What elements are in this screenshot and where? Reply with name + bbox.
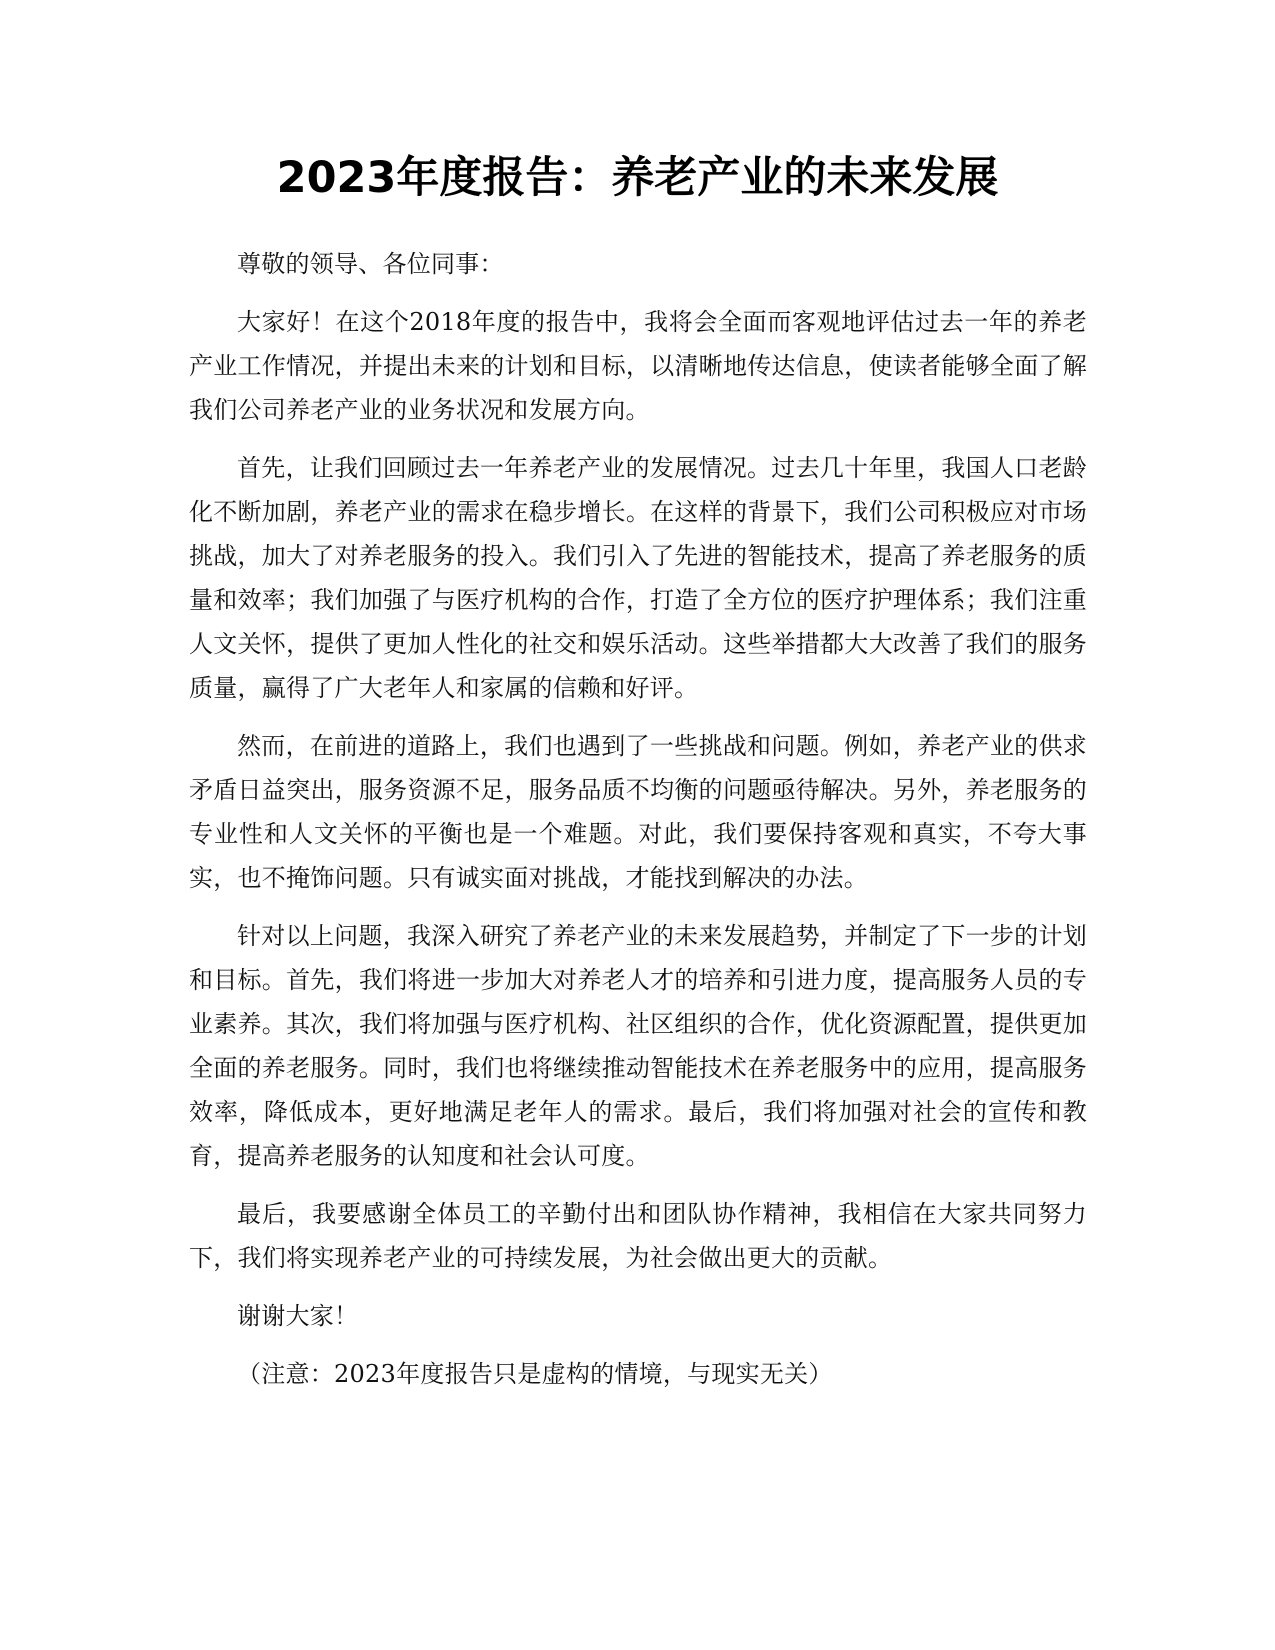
thanks-paragraph: 最后，我要感谢全体员工的辛勤付出和团队协作精神，我相信在大家共同努力下，我们将实现养老产业的可持续发展，为社会做出更大的贡献。 [189,1200,1087,1272]
salutation-paragraph: 尊敬的领导、各位同事： [237,250,504,278]
note-paragraph: （注意：2023年度报告只是虚构的情境，与现实无关） [237,1360,833,1388]
greeting-paragraph: 大家好！在这个2018年度的报告中，我将会全面而客观地评估过去一年的养老产业工作情况，并提出未来的计划和目标，以清晰地传达信息，使读者能够全面了解我们公司养老产业的业务状况和发展方向。 [189,308,1087,424]
document-body [189,242,1087,1410]
review-paragraph: 首先，让我们回顾过去一年养老产业的发展情况。过去几十年里，我国人口老龄化不断加剧，养老产业的需求在稳步增长。在这样的背景下，我们公司积极应对市场挑战，加大了对养老服务的投入。我们引入了先进的智能技术，提高了养老服务的质量和效率；我们加强了与医疗机构的合作，打造了全方位的医疗护理体系；我们注重人文关怀，提供了更加人性化的社交和娱乐活动。这些举措都大大改善了我们的服务质量，赢得了广大老年人和家属的信赖和好评。 [189,454,1087,702]
document-title: 2023年度报告：养老产业的未来发展 [276,153,999,203]
challenges-paragraph: 然而，在前进的道路上，我们也遇到了一些挑战和问题。例如，养老产业的供求矛盾日益突出，服务资源不足，服务品质不均衡的问题亟待解决。另外，养老服务的专业性和人文关怀的平衡也是一个难题。对此，我们要保持客观和真实，不夸大事实，也不掩饰问题。只有诚实面对挑战，才能找到解决的办法。 [189,732,1087,892]
closing-paragraph: 谢谢大家！ [237,1302,359,1330]
plan-paragraph: 针对以上问题，我深入研究了养老产业的未来发展趋势，并制定了下一步的计划和目标。首先，我们将进一步加大对养老人才的培养和引进力度，提高服务人员的专业素养。其次，我们将加强与医疗机构、社区组织的合作，优化资源配置，提供更加全面的养老服务。同时，我们也将继续推动智能技术在养老服务中的应用，提高服务效率，降低成本，更好地满足老年人的需求。最后，我们将加强对社会的宣传和教育，提高养老服务的认知度和社会认可度。 [189,922,1087,1170]
